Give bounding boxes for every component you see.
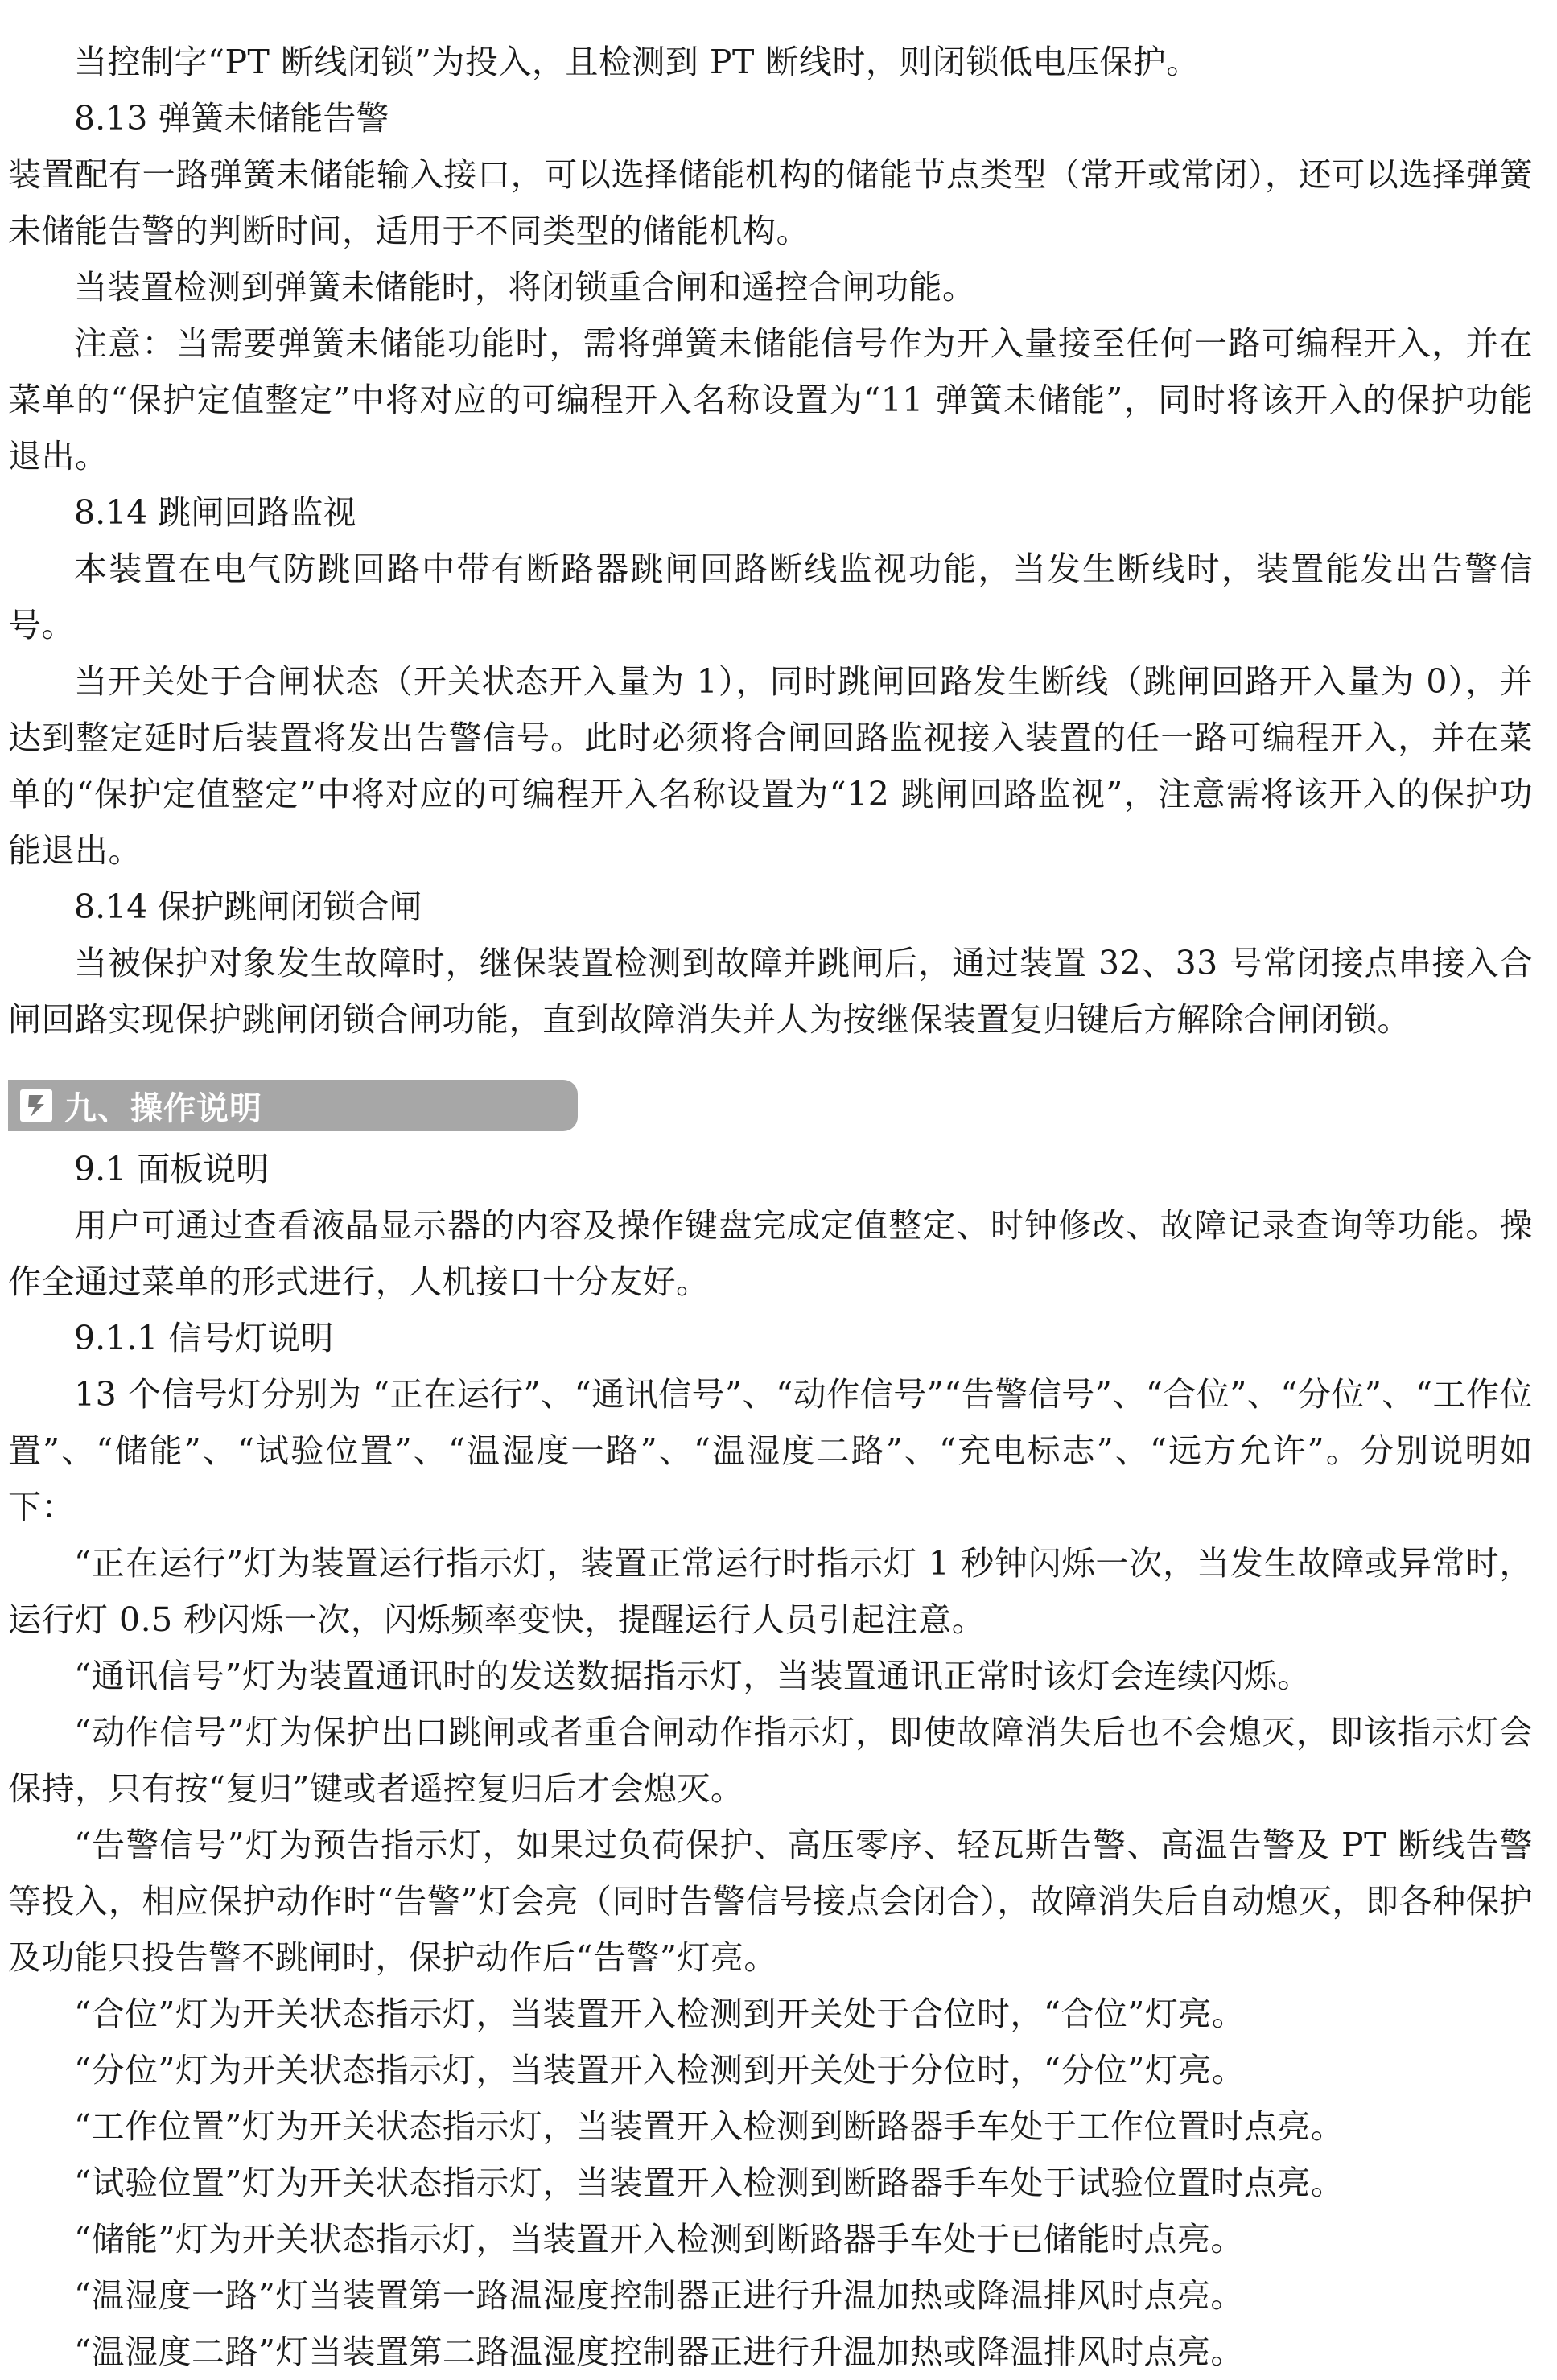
body-paragraph: 当被保护对象发生故障时，继保装置检测到故障并跳闸后，通过装置 32、33 号常闭接点串接入合闸回路实现保护跳闸闭锁合闸功能，直到故障消失并人为按继保装置复归键后方解除合闸闭锁。 [8, 944, 1533, 1039]
body-paragraph: “温湿度二路”灯当装置第二路温湿度控制器正进行升温加热或降温排风时点亮。 [74, 2333, 1244, 2371]
body-paragraph: 本装置在电气防跳回路中带有断路器跳闸回路断线监视功能，当发生断线时，装置能发出告警信号。 [8, 550, 1533, 644]
section-8-content [8, 34, 1533, 1048]
body-paragraph: “合位”灯为开关状态指示灯，当装置开入检测到开关处于合位时，“合位”灯亮。 [74, 1995, 1246, 2033]
subsection-heading: 9.1 面板说明 [74, 1150, 270, 1188]
body-paragraph: 当控制字“PT 断线闭锁”为投入，且检测到 PT 断线时，则闭锁低电压保护。 [74, 43, 1200, 81]
body-paragraph: “正在运行”灯为装置运行指示灯，装置正常运行时指示灯 1 秒钟闪烁一次，当发生故障或异常时，运行灯 0.5 秒闪烁一次，闪烁频率变快，提醒运行人员引起注意。 [8, 1544, 1533, 1639]
section-9-header [8, 1080, 578, 1131]
body-paragraph: 装置配有一路弹簧未储能输入接口，可以选择储能机构的储能节点类型（常开或常闭），还可以选择弹簧未储能告警的判断时间，适用于不同类型的储能机构。 [8, 155, 1533, 250]
body-paragraph: “动作信号”灯为保护出口跳闸或者重合闸动作指示灯，即使故障消失后也不会熄灭，即该指示灯会保持，只有按“复归”键或者遥控复归后才会熄灭。 [8, 1713, 1533, 1808]
subsection-heading: 8.13 弹簧未储能告警 [74, 99, 389, 138]
section-9-content [8, 1141, 1533, 2380]
section-marker-icon [19, 1089, 53, 1122]
body-paragraph: “通讯信号”灯为装置通讯时的发送数据指示灯，当装置通讯正常时该灯会连续闪烁。 [74, 1657, 1311, 1695]
body-paragraph: “工作位置”灯为开关状态指示灯，当装置开入检测到断路器手车处于工作位置时点亮。 [74, 2107, 1345, 2146]
body-paragraph: “储能”灯为开关状态指示灯，当装置开入检测到断路器手车处于已储能时点亮。 [74, 2220, 1244, 2259]
body-paragraph: 当装置检测到弹簧未储能时，将闭锁重合闸和遥控合闸功能。 [74, 268, 976, 307]
body-paragraph: 当开关处于合闸状态（开关状态开入量为 1），同时跳闸回路发生断线（跳闸回路开入量为 0），并达到整定延时后装置将发出告警信号。此时必须将合闸回路监视接入装置的任一路可编程开入，并在菜单的“保护定值整定”中将对应的可编程开入名称设置为“12 跳闸回路监视”，注意需将该开入的保护功能退出。 [8, 662, 1533, 870]
subsection-heading: 9.1.1 信号灯说明 [74, 1319, 334, 1357]
body-paragraph: “温湿度一路”灯当装置第一路温湿度控制器正进行升温加热或降温排风时点亮。 [74, 2276, 1244, 2315]
section-title: 九、操作说明 [64, 1089, 262, 1127]
subsection-heading: 8.14 跳闸回路监视 [74, 493, 356, 532]
body-paragraph: 注意：当需要弹簧未储能功能时，需将弹簧未储能信号作为开入量接至任何一路可编程开入，并在菜单的“保护定值整定”中将对应的可编程开入名称设置为“11 弹簧未储能”，同时将该开入的保护功能退出。 [8, 324, 1533, 476]
body-paragraph: 用户可通过查看液晶显示器的内容及操作键盘完成定值整定、时钟修改、故障记录查询等功能。操作全通过菜单的形式进行，人机接口十分友好。 [8, 1206, 1533, 1301]
body-paragraph: “分位”灯为开关状态指示灯，当装置开入检测到开关处于分位时，“分位”灯亮。 [74, 2051, 1246, 2090]
body-paragraph: “试验位置”灯为开关状态指示灯，当装置开入检测到断路器手车处于试验位置时点亮。 [74, 2164, 1345, 2202]
subsection-heading: 8.14 保护跳闸闭锁合闸 [74, 887, 422, 926]
body-paragraph: “告警信号”灯为预告指示灯，如果过负荷保护、高压零序、轻瓦斯告警、高温告警及 PT 断线告警等投入，相应保护动作时“告警”灯会亮（同时告警信号接点会闭合），故障消失后自动熄灭，即各种保护及功能只投告警不跳闸时，保护动作后“告警”灯亮。 [8, 1826, 1533, 1977]
body-paragraph: 13 个信号灯分别为 “正在运行”、“通讯信号”、“动作信号”“告警信号”、“合位”、“分位”、“工作位置”、“储能”、“试验位置”、“温湿度一路”、“温湿度二路”、“充电标志”、“远方允许”。分别说明如下： [8, 1375, 1533, 1526]
